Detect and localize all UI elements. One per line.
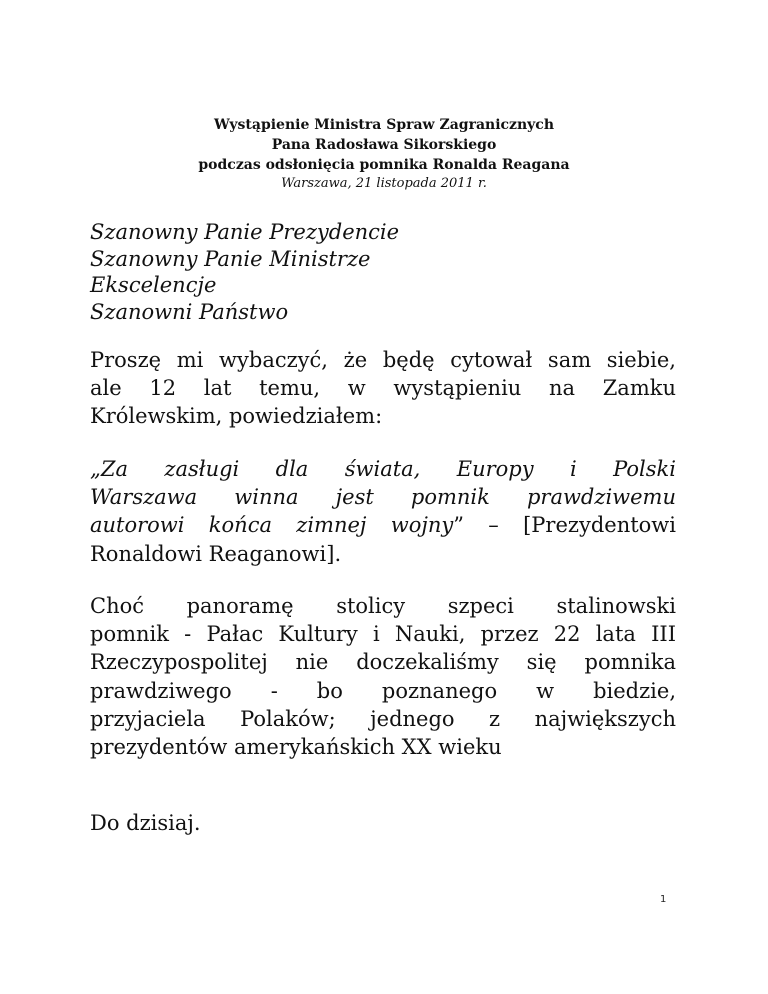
- text-line: Rzeczypospolitej nie doczekaliśmy się pomnika: [90, 650, 676, 675]
- paragraph-4: [90, 809, 676, 837]
- page-number: 1: [660, 894, 667, 905]
- text-line: Do dzisiaj.: [90, 811, 201, 835]
- place-date: Warszawa, 21 listopada 2011 r.: [281, 176, 487, 191]
- salutation-line: Szanowni Państwo: [90, 299, 289, 324]
- text-line: Proszę mi wybaczyć, że będę cytował sam siebie,: [90, 348, 676, 372]
- quote-fragment: autorowi końca zimnej wojny: [90, 513, 454, 538]
- salutations: [90, 219, 399, 325]
- title-line-1: Wystąpienie Ministra Spraw Zagranicznych: [213, 117, 555, 133]
- text-line: przyjaciela Polaków; jednego z największych: [90, 706, 676, 731]
- paragraph-3: [90, 592, 676, 761]
- salutation-line: Szanowny Panie Ministrze: [90, 246, 371, 271]
- text-line: Królewskim, powiedziałem:: [90, 404, 383, 429]
- title-line-3: podczas odsłonięcia pomnika Ronalda Reagana: [198, 157, 570, 173]
- quote-line-mixed: [90, 511, 676, 539]
- text-line: pomnik - Pałac Kultury i Nauki, przez 22 lata III: [90, 622, 676, 647]
- salutation-line: Ekscelencje: [90, 273, 217, 297]
- salutation-line: Szanowny Panie Prezydencie: [90, 220, 400, 244]
- document-header: [0, 115, 768, 192]
- quote-attribution: ” – [Prezydentowi: [453, 513, 676, 538]
- text-line: prawdziwego - bo poznanego w biedzie,: [90, 678, 676, 703]
- quote-line: Warszawa winna jest pomnik prawdziwemu: [90, 485, 676, 510]
- title-line-2: Pana Radosława Sikorskiego: [271, 137, 497, 153]
- text-line: ale 12 lat temu, w wystąpieniu na Zamku: [90, 376, 676, 401]
- quote-line: „Za zasługi dla świata, Europy i Polski: [90, 457, 676, 481]
- text-line: Choć panoramę stolicy szpeci stalinowski: [90, 594, 676, 618]
- paragraph-1: [90, 346, 676, 431]
- paragraph-2-quote: [90, 455, 676, 568]
- text-line: Ronaldowi Reaganowi].: [90, 541, 342, 566]
- text-line: prezydentów amerykańskich XX wieku: [90, 735, 502, 760]
